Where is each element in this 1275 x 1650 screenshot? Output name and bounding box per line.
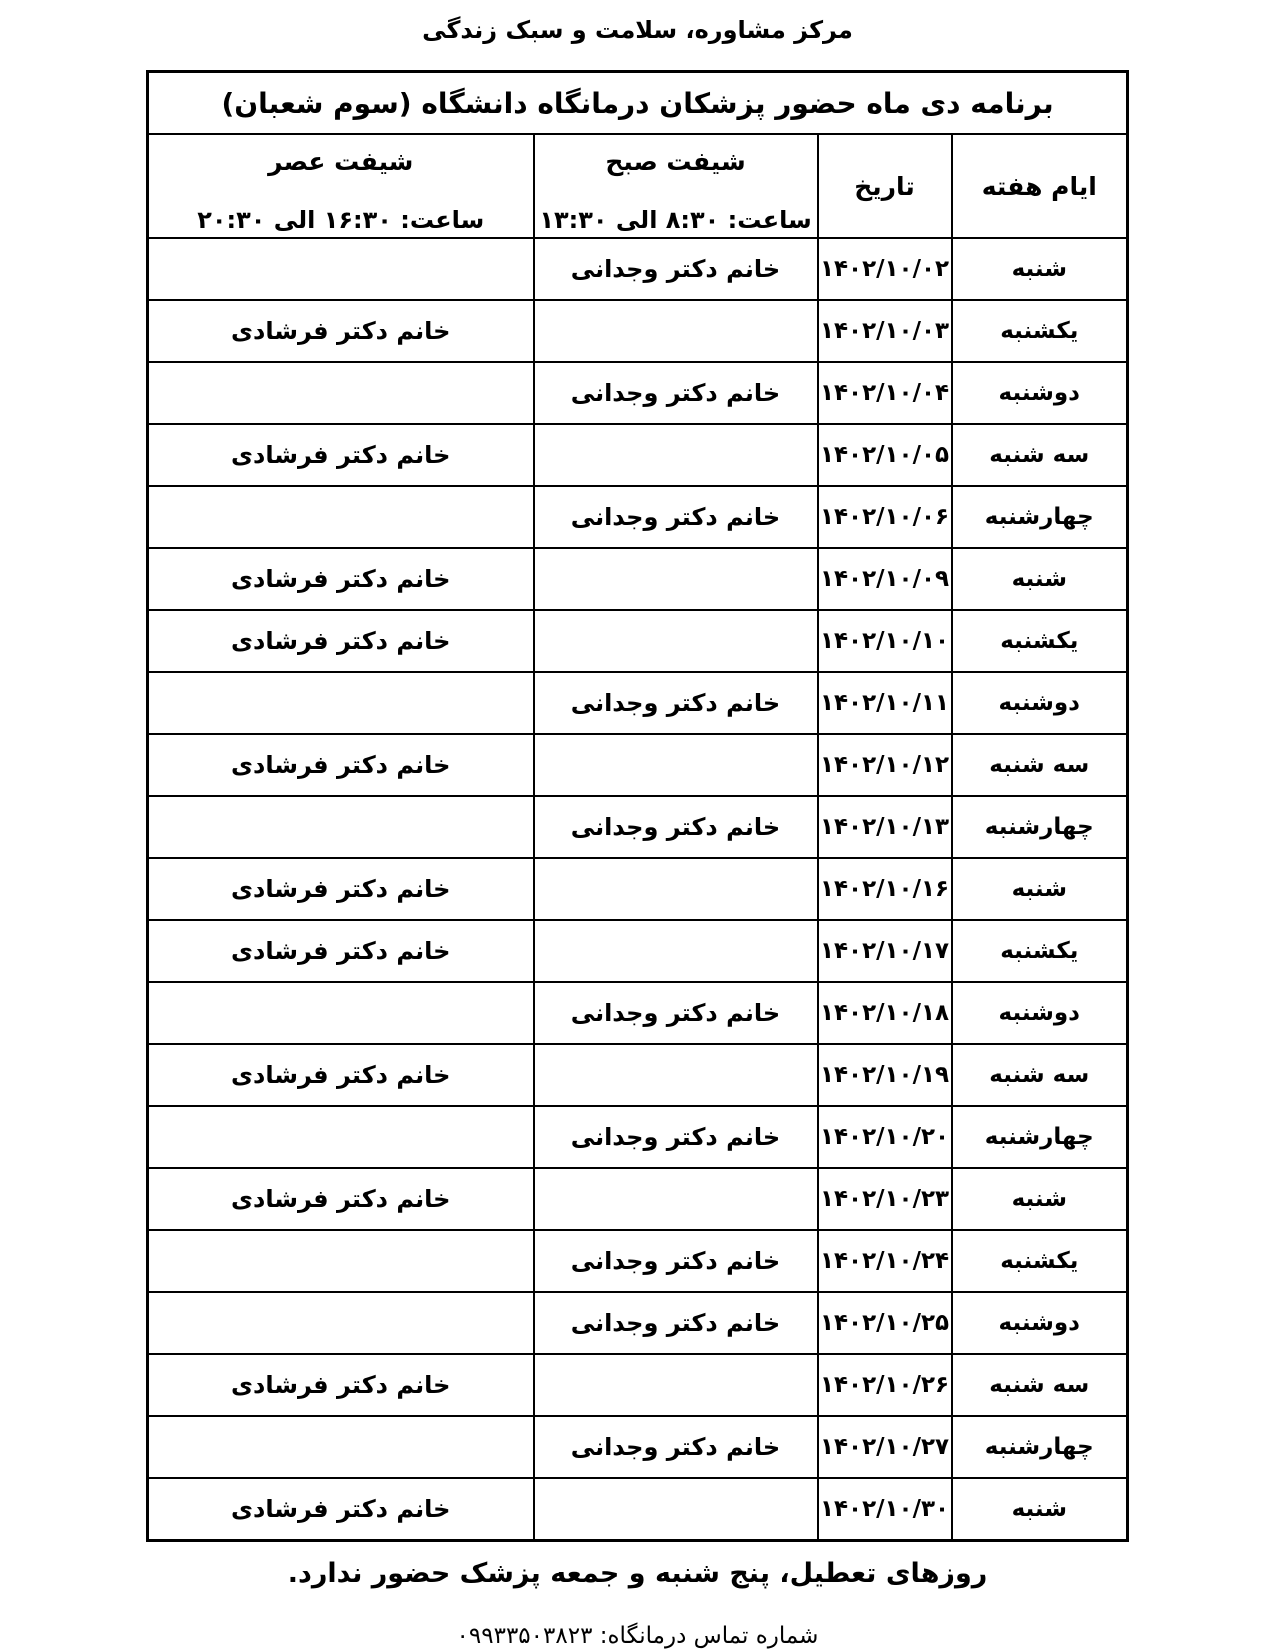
date-cell: ۱۴۰۲/۱۰/۱۷ (818, 920, 952, 982)
day-cell: دوشنبه (952, 362, 1128, 424)
schedule-row (148, 982, 1128, 1044)
schedule-row (148, 362, 1128, 424)
morning-shift-cell (534, 548, 818, 610)
schedule-row (148, 1354, 1128, 1416)
morning-shift-cell: خانم دکتر وجدانی (534, 672, 818, 734)
schedule-row (148, 1416, 1128, 1478)
evening-shift-cell (148, 1230, 534, 1292)
schedule-row (148, 1044, 1128, 1106)
date-cell: ۱۴۰۲/۱۰/۳۰ (818, 1478, 952, 1541)
schedule-row (148, 1292, 1128, 1354)
evening-shift-cell (148, 982, 534, 1044)
day-cell: چهارشنبه (952, 486, 1128, 548)
evening-shift-cell: خانم دکتر فرشادی (148, 920, 534, 982)
evening-shift-cell (148, 486, 534, 548)
morning-shift-cell: خانم دکتر وجدانی (534, 796, 818, 858)
morning-shift-cell (534, 920, 818, 982)
day-cell: چهارشنبه (952, 1106, 1128, 1168)
date-cell: ۱۴۰۲/۱۰/۲۷ (818, 1416, 952, 1478)
date-cell: ۱۴۰۲/۱۰/۲۳ (818, 1168, 952, 1230)
schedule-row (148, 734, 1128, 796)
evening-shift-cell (148, 362, 534, 424)
evening-shift-cell: خانم دکتر فرشادی (148, 858, 534, 920)
clinic-phone-line: شماره تماس درمانگاه: ۰۹۹۳۳۵۰۳۸۲۳ (456, 1623, 819, 1649)
evening-shift-cell: خانم دکتر فرشادی (148, 1044, 534, 1106)
schedule-row (148, 672, 1128, 734)
date-cell: ۱۴۰۲/۱۰/۱۱ (818, 672, 952, 734)
morning-shift-cell: خانم دکتر وجدانی (534, 982, 818, 1044)
table-title-row (148, 72, 1128, 135)
schedule-row (148, 1168, 1128, 1230)
schedule-row (148, 300, 1128, 362)
morning-shift-cell (534, 1168, 818, 1230)
day-cell: یکشنبه (952, 300, 1128, 362)
evening-shift-label: شیفت عصر (268, 147, 414, 176)
date-cell: ۱۴۰۲/۱۰/۰۵ (818, 424, 952, 486)
date-cell: ۱۴۰۲/۱۰/۱۹ (818, 1044, 952, 1106)
day-cell: شنبه (952, 238, 1128, 300)
evening-shift-cell (148, 796, 534, 858)
morning-shift-cell: خانم دکتر وجدانی (534, 1230, 818, 1292)
morning-shift-cell (534, 734, 818, 796)
morning-shift-cell (534, 424, 818, 486)
date-cell: ۱۴۰۲/۱۰/۱۳ (818, 796, 952, 858)
day-cell: چهارشنبه (952, 796, 1128, 858)
day-cell: دوشنبه (952, 1292, 1128, 1354)
morning-shift-cell: خانم دکتر وجدانی (534, 1292, 818, 1354)
day-cell: چهارشنبه (952, 1416, 1128, 1478)
day-cell: یکشنبه (952, 1230, 1128, 1292)
holiday-footnote: روزهای تعطیل، پنج شنبه و جمعه پزشک حضور ندارد. (287, 1558, 988, 1589)
date-cell: ۱۴۰۲/۱۰/۰۶ (818, 486, 952, 548)
day-cell: سه شنبه (952, 424, 1128, 486)
day-cell: سه شنبه (952, 1354, 1128, 1416)
evening-shift-cell (148, 238, 534, 300)
schedule-row (148, 1106, 1128, 1168)
date-cell: ۱۴۰۲/۱۰/۲۴ (818, 1230, 952, 1292)
evening-shift-cell (148, 1416, 534, 1478)
date-cell: ۱۴۰۲/۱۰/۱۶ (818, 858, 952, 920)
schedule-row (148, 920, 1128, 982)
morning-shift-cell: خانم دکتر وجدانی (534, 1416, 818, 1478)
column-header-date-label: تاریخ (854, 171, 915, 201)
morning-shift-cell: خانم دکتر وجدانی (534, 486, 818, 548)
evening-shift-cell (148, 1292, 534, 1354)
evening-shift-header (149, 135, 533, 237)
evening-shift-cell: خانم دکتر فرشادی (148, 1168, 534, 1230)
evening-shift-cell: خانم دکتر فرشادی (148, 1354, 534, 1416)
date-cell: ۱۴۰۲/۱۰/۰۴ (818, 362, 952, 424)
morning-shift-cell (534, 1044, 818, 1106)
day-cell: سه شنبه (952, 734, 1128, 796)
column-header-date (818, 134, 952, 238)
schedule-row (148, 610, 1128, 672)
table-header-row (148, 134, 1128, 238)
evening-shift-cell: خانم دکتر فرشادی (148, 424, 534, 486)
morning-shift-hours: ساعت: ۸:۳۰ الی ۱۳:۳۰ (539, 206, 812, 234)
day-cell: دوشنبه (952, 982, 1128, 1044)
morning-shift-label: شیفت صبح (605, 147, 746, 176)
day-cell: یکشنبه (952, 610, 1128, 672)
schedule-row (148, 548, 1128, 610)
date-cell: ۱۴۰۲/۱۰/۲۰ (818, 1106, 952, 1168)
evening-shift-hours: ساعت: ۱۶:۳۰ الی ۲۰:۳۰ (197, 206, 485, 234)
morning-shift-header (535, 135, 817, 237)
day-cell: شنبه (952, 1478, 1128, 1541)
column-header-morning-shift (534, 134, 818, 238)
evening-shift-cell: خانم دکتر فرشادی (148, 1478, 534, 1541)
morning-shift-cell (534, 1478, 818, 1541)
schedule-row (148, 1230, 1128, 1292)
morning-shift-cell (534, 610, 818, 672)
schedule-row (148, 1478, 1128, 1541)
morning-shift-cell (534, 1354, 818, 1416)
day-cell: شنبه (952, 858, 1128, 920)
morning-shift-cell (534, 858, 818, 920)
day-cell: شنبه (952, 548, 1128, 610)
evening-shift-cell: خانم دکتر فرشادی (148, 734, 534, 796)
date-cell: ۱۴۰۲/۱۰/۰۹ (818, 548, 952, 610)
day-cell: سه شنبه (952, 1044, 1128, 1106)
morning-shift-cell (534, 300, 818, 362)
evening-shift-cell: خانم دکتر فرشادی (148, 548, 534, 610)
column-header-day-label: ایام هفته (981, 171, 1097, 201)
column-header-evening-shift (148, 134, 534, 238)
table-title: برنامه دی ماه حضور پزشکان درمانگاه دانشگاه (سوم شعبان) (148, 72, 1128, 135)
evening-shift-cell: خانم دکتر فرشادی (148, 300, 534, 362)
evening-shift-cell (148, 1106, 534, 1168)
schedule-row (148, 486, 1128, 548)
date-cell: ۱۴۰۲/۱۰/۰۲ (818, 238, 952, 300)
morning-shift-cell: خانم دکتر وجدانی (534, 238, 818, 300)
date-cell: ۱۴۰۲/۱۰/۲۶ (818, 1354, 952, 1416)
schedule-row (148, 858, 1128, 920)
date-cell: ۱۴۰۲/۱۰/۱۰ (818, 610, 952, 672)
org-title: مرکز مشاوره، سلامت و سبک زندگی (422, 16, 853, 44)
day-cell: یکشنبه (952, 920, 1128, 982)
day-cell: دوشنبه (952, 672, 1128, 734)
date-cell: ۱۴۰۲/۱۰/۱۲ (818, 734, 952, 796)
schedule-row (148, 238, 1128, 300)
evening-shift-cell: خانم دکتر فرشادی (148, 610, 534, 672)
column-header-day (952, 134, 1128, 238)
date-cell: ۱۴۰۲/۱۰/۱۸ (818, 982, 952, 1044)
morning-shift-cell: خانم دکتر وجدانی (534, 1106, 818, 1168)
schedule-row (148, 796, 1128, 858)
date-cell: ۱۴۰۲/۱۰/۰۳ (818, 300, 952, 362)
evening-shift-cell (148, 672, 534, 734)
date-cell: ۱۴۰۲/۱۰/۲۵ (818, 1292, 952, 1354)
day-cell: شنبه (952, 1168, 1128, 1230)
schedule-row (148, 424, 1128, 486)
morning-shift-cell: خانم دکتر وجدانی (534, 362, 818, 424)
schedule-table (146, 70, 1129, 1542)
